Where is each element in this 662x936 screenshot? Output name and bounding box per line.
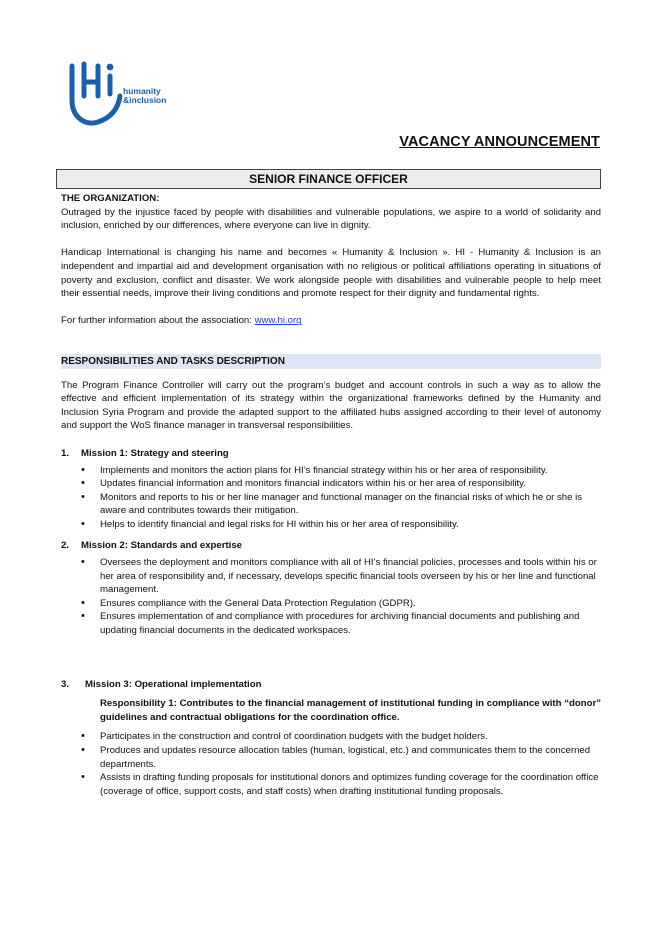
mission-title: Mission 3: Operational implementation [85,678,262,690]
responsibility-1: Responsibility 1: Contributes to the financial management of institutional funding in compliance with “donor” guidelines and contractual obligations for the coordination office. [100,698,601,723]
hi-logo-text [123,87,166,105]
mission-2-heading [61,539,601,553]
list-item: • Updates financial information and monitors financial indicators within his or her area of responsibility. [61,477,601,491]
mission-3-list [61,730,601,798]
mission-1-heading [61,447,601,461]
organization-paragraph-2: Handicap International is changing his name and becomes « Humanity & Inclusion ». HI - Humanity & Inclusion is an independent and impartial aid and development organisation with no religious or political affiliations operating in situations of poverty and exclusion, conflict and disaster. We work alongside people with disabilities and vulnerable people to help meet their essential needs, improve their living conditions and promote respect for their dignity and fundamental rights. [61,247,601,300]
list-item: • Assists in drafting funding proposals for institutional donors and optimizes funding coverage for the coordination office (coverage of office, support costs, and staff costs) when drafting institutional funding proposals. [61,771,601,798]
hi-hand-icon [66,56,126,128]
vacancy-announcement-title: VACANCY ANNOUNCEMENT [399,134,600,150]
mission-3-heading [61,678,601,692]
position-title-box: SENIOR FINANCE OFFICER [56,169,601,189]
list-item: • Participates in the construction and control of coordination budgets with the budget holders. [61,730,601,744]
list-item: • Ensures compliance with the General Data Protection Regulation (GDPR). [61,597,601,611]
document-body [61,192,601,798]
organization-paragraph-1: Outraged by the injustice faced by people with disabilities and vulnerable populations, we aspire to a world of solidarity and inclusion, enriched by our differences, where everyone can live in dignity. [61,206,601,232]
further-info-line [61,314,601,328]
organization-label: THE ORGANIZATION: [61,193,160,204]
mission-title: Mission 2: Standards and expertise [81,540,243,552]
mission-title: Mission 1: Strategy and steering [81,447,229,459]
list-item: • Helps to identify financial and legal risks for HI within his or her area of responsibility. [61,518,601,532]
logo-name-line2: &inclusion [123,95,167,105]
mission-2-list [61,556,601,638]
mission-number: 2. [61,540,70,552]
list-item: • Produces and updates resource allocation tables (human, logistical, etc.) and communicates them to the concerned departments. [61,744,601,771]
further-info-prefix: For further information about the association: [61,315,255,327]
list-item: • Monitors and reports to his or her line manager and functional manager on the financial risks of which he or she is aware and contributes towards their mitigation. [61,491,601,518]
mission-1-list [61,464,601,532]
mission-number: 1. [61,447,70,459]
hi-website-link[interactable]: www.hi.org [254,315,302,327]
list-item: • Oversees the deployment and monitors compliance with all of HI’s financial policies, processes and tools within his or her area of responsibility and, if necessary, develops specific financial tools overseen by his or her line and functional management. [61,556,601,597]
responsibilities-intro: The Program Finance Controller will carry out the program’s budget and account controls in such a way as to allow the effective and efficient implementation of its strategy within the organizational frameworks defined by the Humanity and Inclusion Syria Program and provide the adapted support to the affiliated hubs assigned according to their level of autonomy and support the WoS finance manager in transversal responsibilities. [61,379,601,432]
list-item: • Implements and monitors the action plans for HI’s financial strategy within his or her area of responsibility. [61,464,601,478]
responsibilities-heading: RESPONSIBILITIES AND TASKS DESCRIPTION [61,354,601,369]
mission-number: 3. [61,678,70,690]
logo-name-line1: humanity [123,86,161,96]
list-item: • Ensures implementation of and compliance with procedures for archiving financial documents and publishing and updating financial documents in the dedicated workspaces. [61,610,601,637]
